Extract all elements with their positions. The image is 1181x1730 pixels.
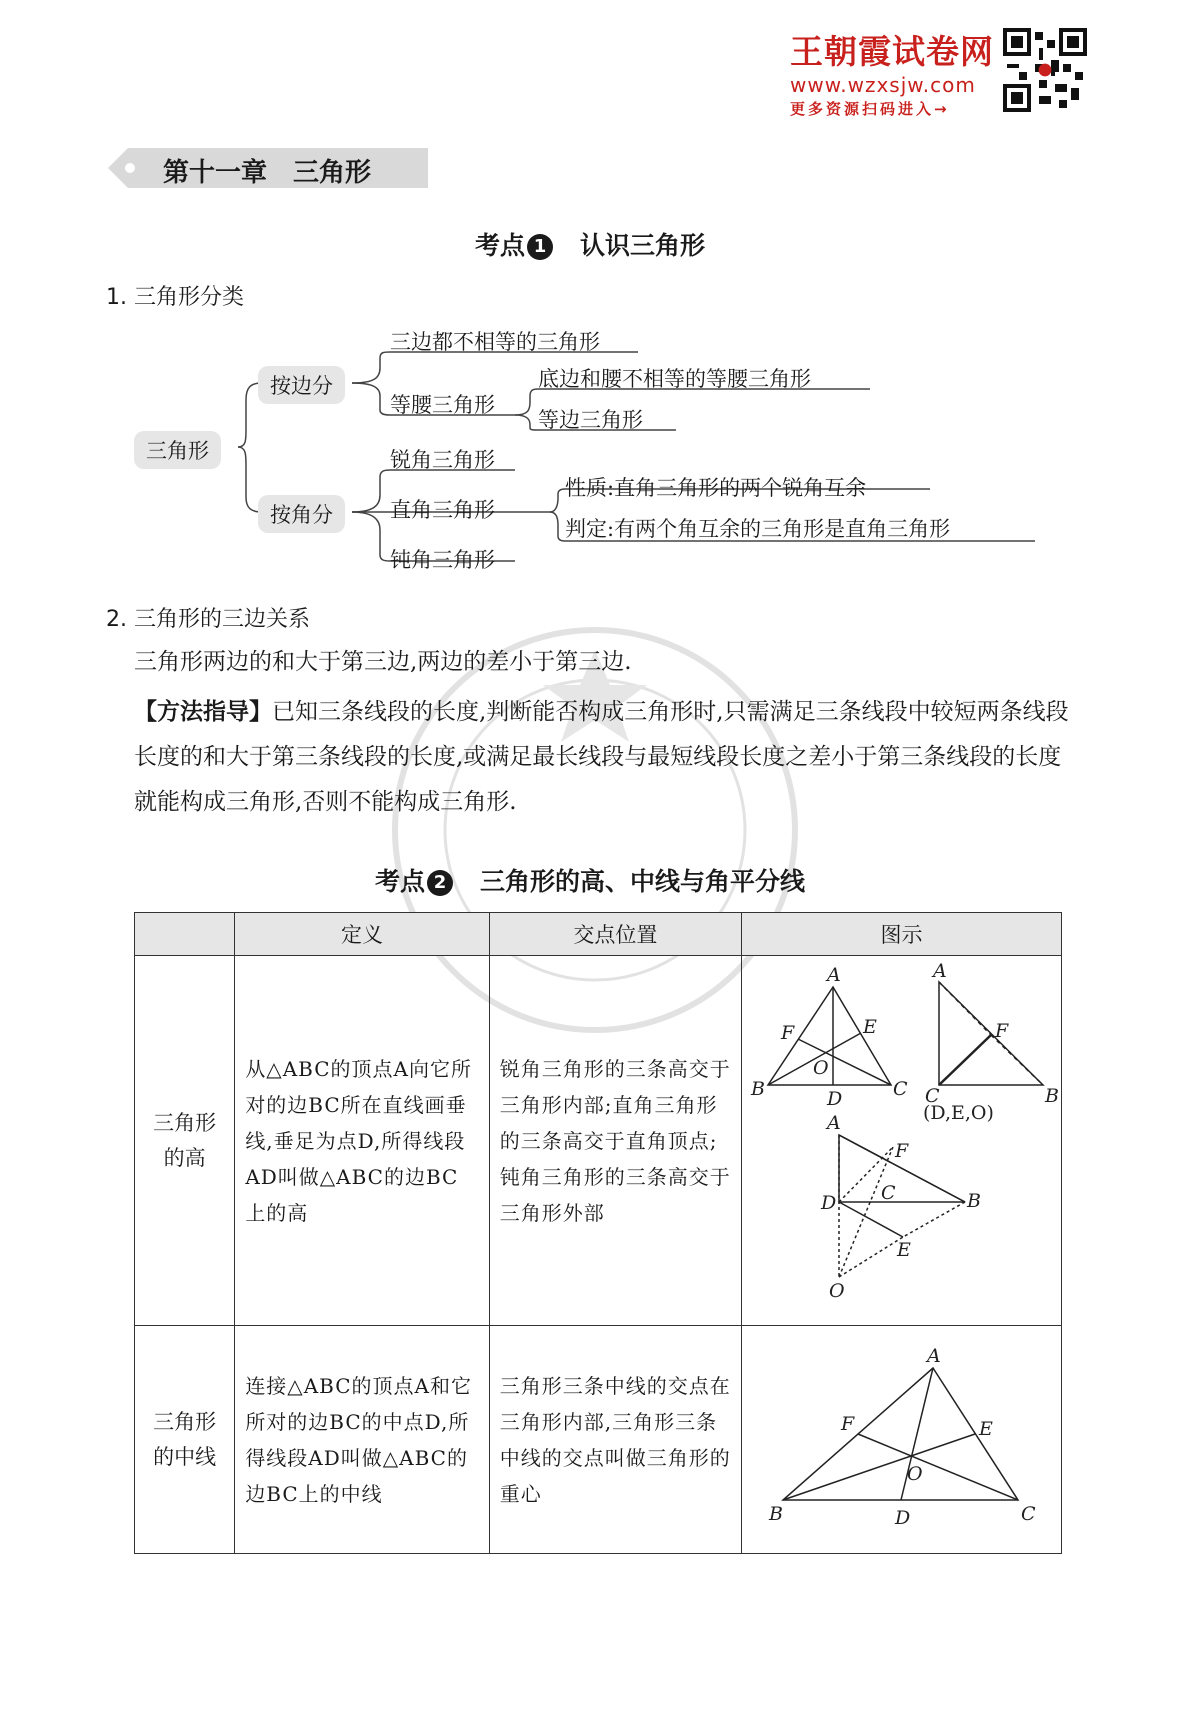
- tree-right-criterion: 判定:有两个角互余的三角形是直角三角形: [565, 517, 951, 541]
- svg-text:C: C: [880, 1182, 896, 1204]
- brand-url: www.wzxsjw.com: [790, 73, 976, 97]
- altitude-figures: [743, 957, 1060, 1324]
- row-name-line: 的高: [163, 1145, 206, 1170]
- tree-right: 直角三角形: [390, 498, 495, 522]
- figure-caption: (D,E,O): [922, 1102, 994, 1124]
- tree-scalene: 三边都不相等的三角形: [390, 330, 600, 354]
- svg-text:F: F: [894, 1140, 909, 1162]
- table-header-blank: [135, 913, 235, 956]
- kaodian-label: 考点: [374, 867, 425, 896]
- svg-text:C: C: [1020, 1502, 1036, 1525]
- svg-text:O: O: [906, 1462, 923, 1485]
- classification-tree-lines: [0, 0, 1181, 600]
- tree-obtuse: 钝角三角形: [390, 548, 495, 572]
- chapter-title: 第十一章 三角形: [163, 158, 372, 188]
- svg-text:D: D: [820, 1192, 837, 1214]
- section-title-text: 三角形的高、中线与角平分线: [480, 867, 806, 896]
- table-header: 图示: [741, 913, 1061, 956]
- tree-equilateral: 等边三角形: [538, 408, 643, 432]
- tree-root: 三角形: [134, 431, 221, 469]
- row-name-line: 的中线: [153, 1444, 217, 1469]
- svg-text:D: D: [894, 1506, 911, 1529]
- table-row: [135, 1326, 1062, 1554]
- svg-text:B: B: [750, 1078, 765, 1100]
- row-name-line: 三角形: [153, 1110, 217, 1135]
- method-label: 【方法指导】: [134, 699, 272, 725]
- side-relation-statement: 三角形两边的和大于第三边,两边的差小于第三边.: [134, 649, 632, 675]
- row-name: [135, 956, 235, 1326]
- tree-isosceles: 等腰三角形: [390, 393, 495, 417]
- svg-text:B: B: [966, 1190, 981, 1212]
- brand-title: 王朝霞试卷网: [790, 32, 994, 71]
- row-name: [135, 1326, 235, 1554]
- tree-by-side: 按边分: [258, 366, 345, 404]
- definition-cell: 连接△ABC的顶点A和它所对的边BC的中点D,所得线段AD叫做△ABC的边BC上的中线: [235, 1326, 489, 1554]
- table-header: 交点位置: [489, 913, 741, 956]
- svg-text:E: E: [896, 1239, 911, 1261]
- svg-text:A: A: [826, 1112, 841, 1134]
- brand-subtitle: 更多资源扫码进入→: [790, 100, 950, 118]
- section-number: 2: [427, 870, 453, 896]
- svg-text:C: C: [924, 1085, 940, 1107]
- svg-text:C: C: [892, 1078, 908, 1100]
- section-number: 1: [527, 234, 553, 260]
- table-header: 定义: [235, 913, 489, 956]
- svg-text:B: B: [768, 1502, 783, 1525]
- tree-right-property: 性质:直角三角形的两个锐角互余: [565, 476, 867, 500]
- svg-text:O: O: [812, 1057, 829, 1079]
- definition-cell: 从△ABC的顶点A向它所对的边BC所在直线画垂线,垂足为点D,所得线段AD叫做△ABC的边BC上的高: [235, 956, 489, 1326]
- svg-text:F: F: [994, 1020, 1009, 1042]
- intersection-cell: 三角形三条中线的交点在三角形内部,三角形三条中线的交点叫做三角形的重心: [489, 1326, 741, 1554]
- svg-text:E: E: [978, 1417, 993, 1440]
- method-text: 已知三条线段的长度,判断能否构成三角形时,只需满足三条线段中较短两条线段长度的和大于第三条线段的长度,或满足最长线段与最短线段长度之差小于第三条线段的长度就能构成三角形,否则不能构成三角形.: [134, 699, 1069, 815]
- svg-text:A: A: [826, 964, 841, 986]
- method-guide: [134, 690, 1070, 825]
- figure-cell: [741, 956, 1061, 1326]
- table-header-row: [135, 913, 1062, 956]
- tree-isosceles-nonequilateral: 底边和腰不相等的等腰三角形: [538, 367, 811, 391]
- svg-text:F: F: [780, 1022, 795, 1044]
- table-row: [135, 956, 1062, 1326]
- intersection-cell: 锐角三角形的三条高交于三角形内部;直角三角形的三条高交于直角顶点;钝角三角形的三条高交于三角形外部: [489, 956, 741, 1326]
- svg-text:D: D: [826, 1088, 843, 1110]
- svg-text:B: B: [1044, 1085, 1059, 1107]
- classification-heading: 1. 三角形分类: [106, 285, 244, 310]
- svg-text:A: A: [926, 1344, 941, 1367]
- svg-text:A: A: [932, 960, 947, 982]
- svg-text:F: F: [840, 1412, 855, 1435]
- section-title-2: [350, 862, 830, 898]
- tree-by-angle: 按角分: [258, 495, 345, 533]
- section-title-text: 认识三角形: [580, 231, 706, 260]
- side-relation-heading: 2. 三角形的三边关系: [106, 607, 310, 632]
- svg-text:E: E: [862, 1016, 877, 1038]
- tree-acute: 锐角三角形: [390, 448, 495, 472]
- row-name-line: 三角形: [153, 1409, 217, 1434]
- kaodian-label: 考点: [474, 231, 525, 260]
- svg-text:O: O: [828, 1280, 845, 1302]
- concept-table: [134, 912, 1062, 1554]
- median-figure: [743, 1340, 1060, 1540]
- figure-cell: [741, 1326, 1061, 1554]
